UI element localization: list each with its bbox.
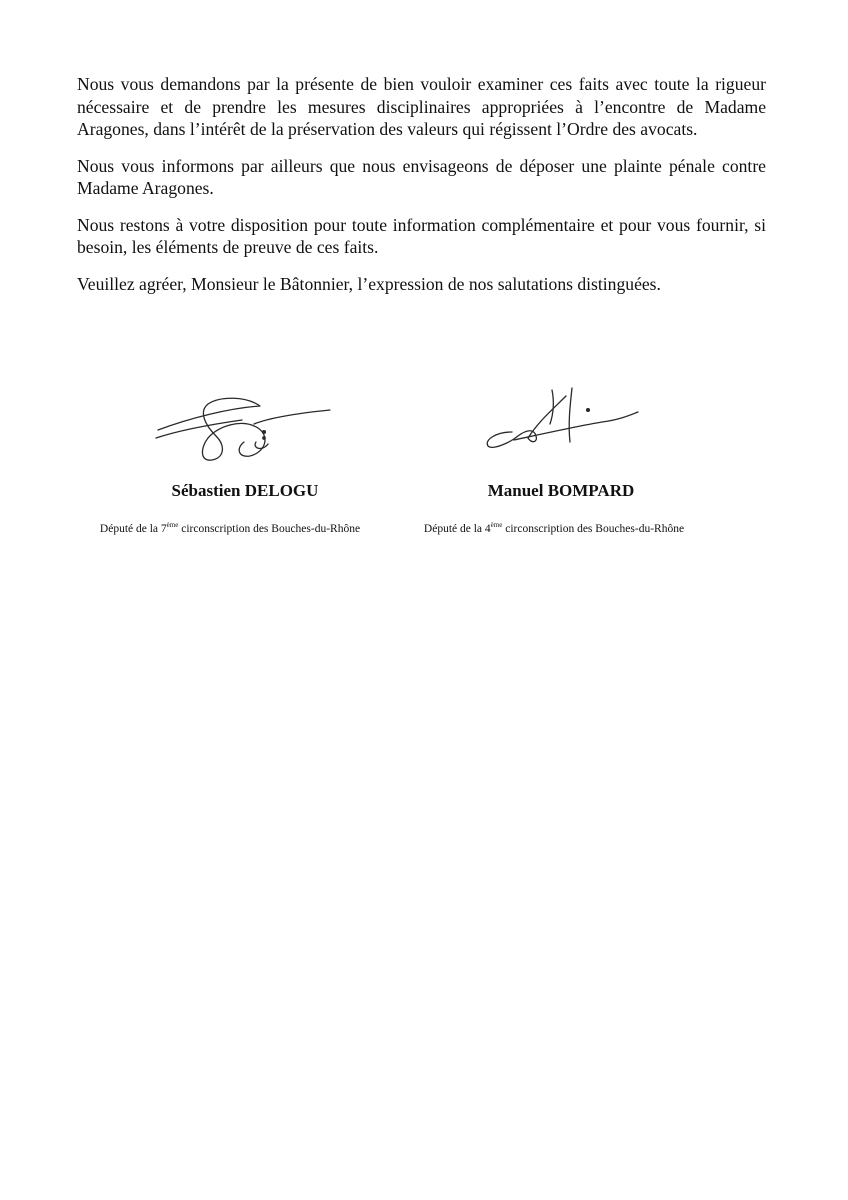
signatory-name-delogu: Sébastien DELOGU <box>171 481 319 500</box>
paragraph-availability: Nous restons à votre disposition pour toute information complémentaire et pour vous fournir, si besoin, les éléments de preuve de ces faits. <box>77 214 766 257</box>
role-text-start: Député de la 4 <box>423 523 491 535</box>
paragraph-closing: Veuillez agréer, Monsieur le Bâtonnier, l’expression de nos salutations distinguées. <box>77 273 661 294</box>
letter-body <box>77 73 766 309</box>
signature-bompard <box>478 380 648 455</box>
role-text-end: circonscription des Bouches-du-Rhône <box>502 523 685 535</box>
role-text-end: circonscription des Bouches-du-Rhône <box>178 523 361 535</box>
signatory-role-delogu <box>70 521 390 535</box>
signature-delogu <box>150 382 340 467</box>
role-ordinal-suffix: ème <box>166 521 179 529</box>
role-text-start: Député de la 7 <box>99 523 167 535</box>
paragraph-request: Nous vous demandons par la présente de bien vouloir examiner ces faits avec toute la rigueur nécessaire et de prendre les mesures disciplinaires appropriées à l’encontre de Madame Aragones, dans l’intérêt de la préservation des valeurs qui régissent l’Ordre des avocats. <box>77 74 766 139</box>
paragraph-complaint: Nous vous informons par ailleurs que nous envisageons de déposer une plainte pénale contre Madame Aragones. <box>77 155 766 198</box>
signatory-role-bompard <box>394 521 714 535</box>
signatory-name-bompard: Manuel BOMPARD <box>487 481 635 500</box>
role-ordinal-suffix: ème <box>490 521 503 529</box>
